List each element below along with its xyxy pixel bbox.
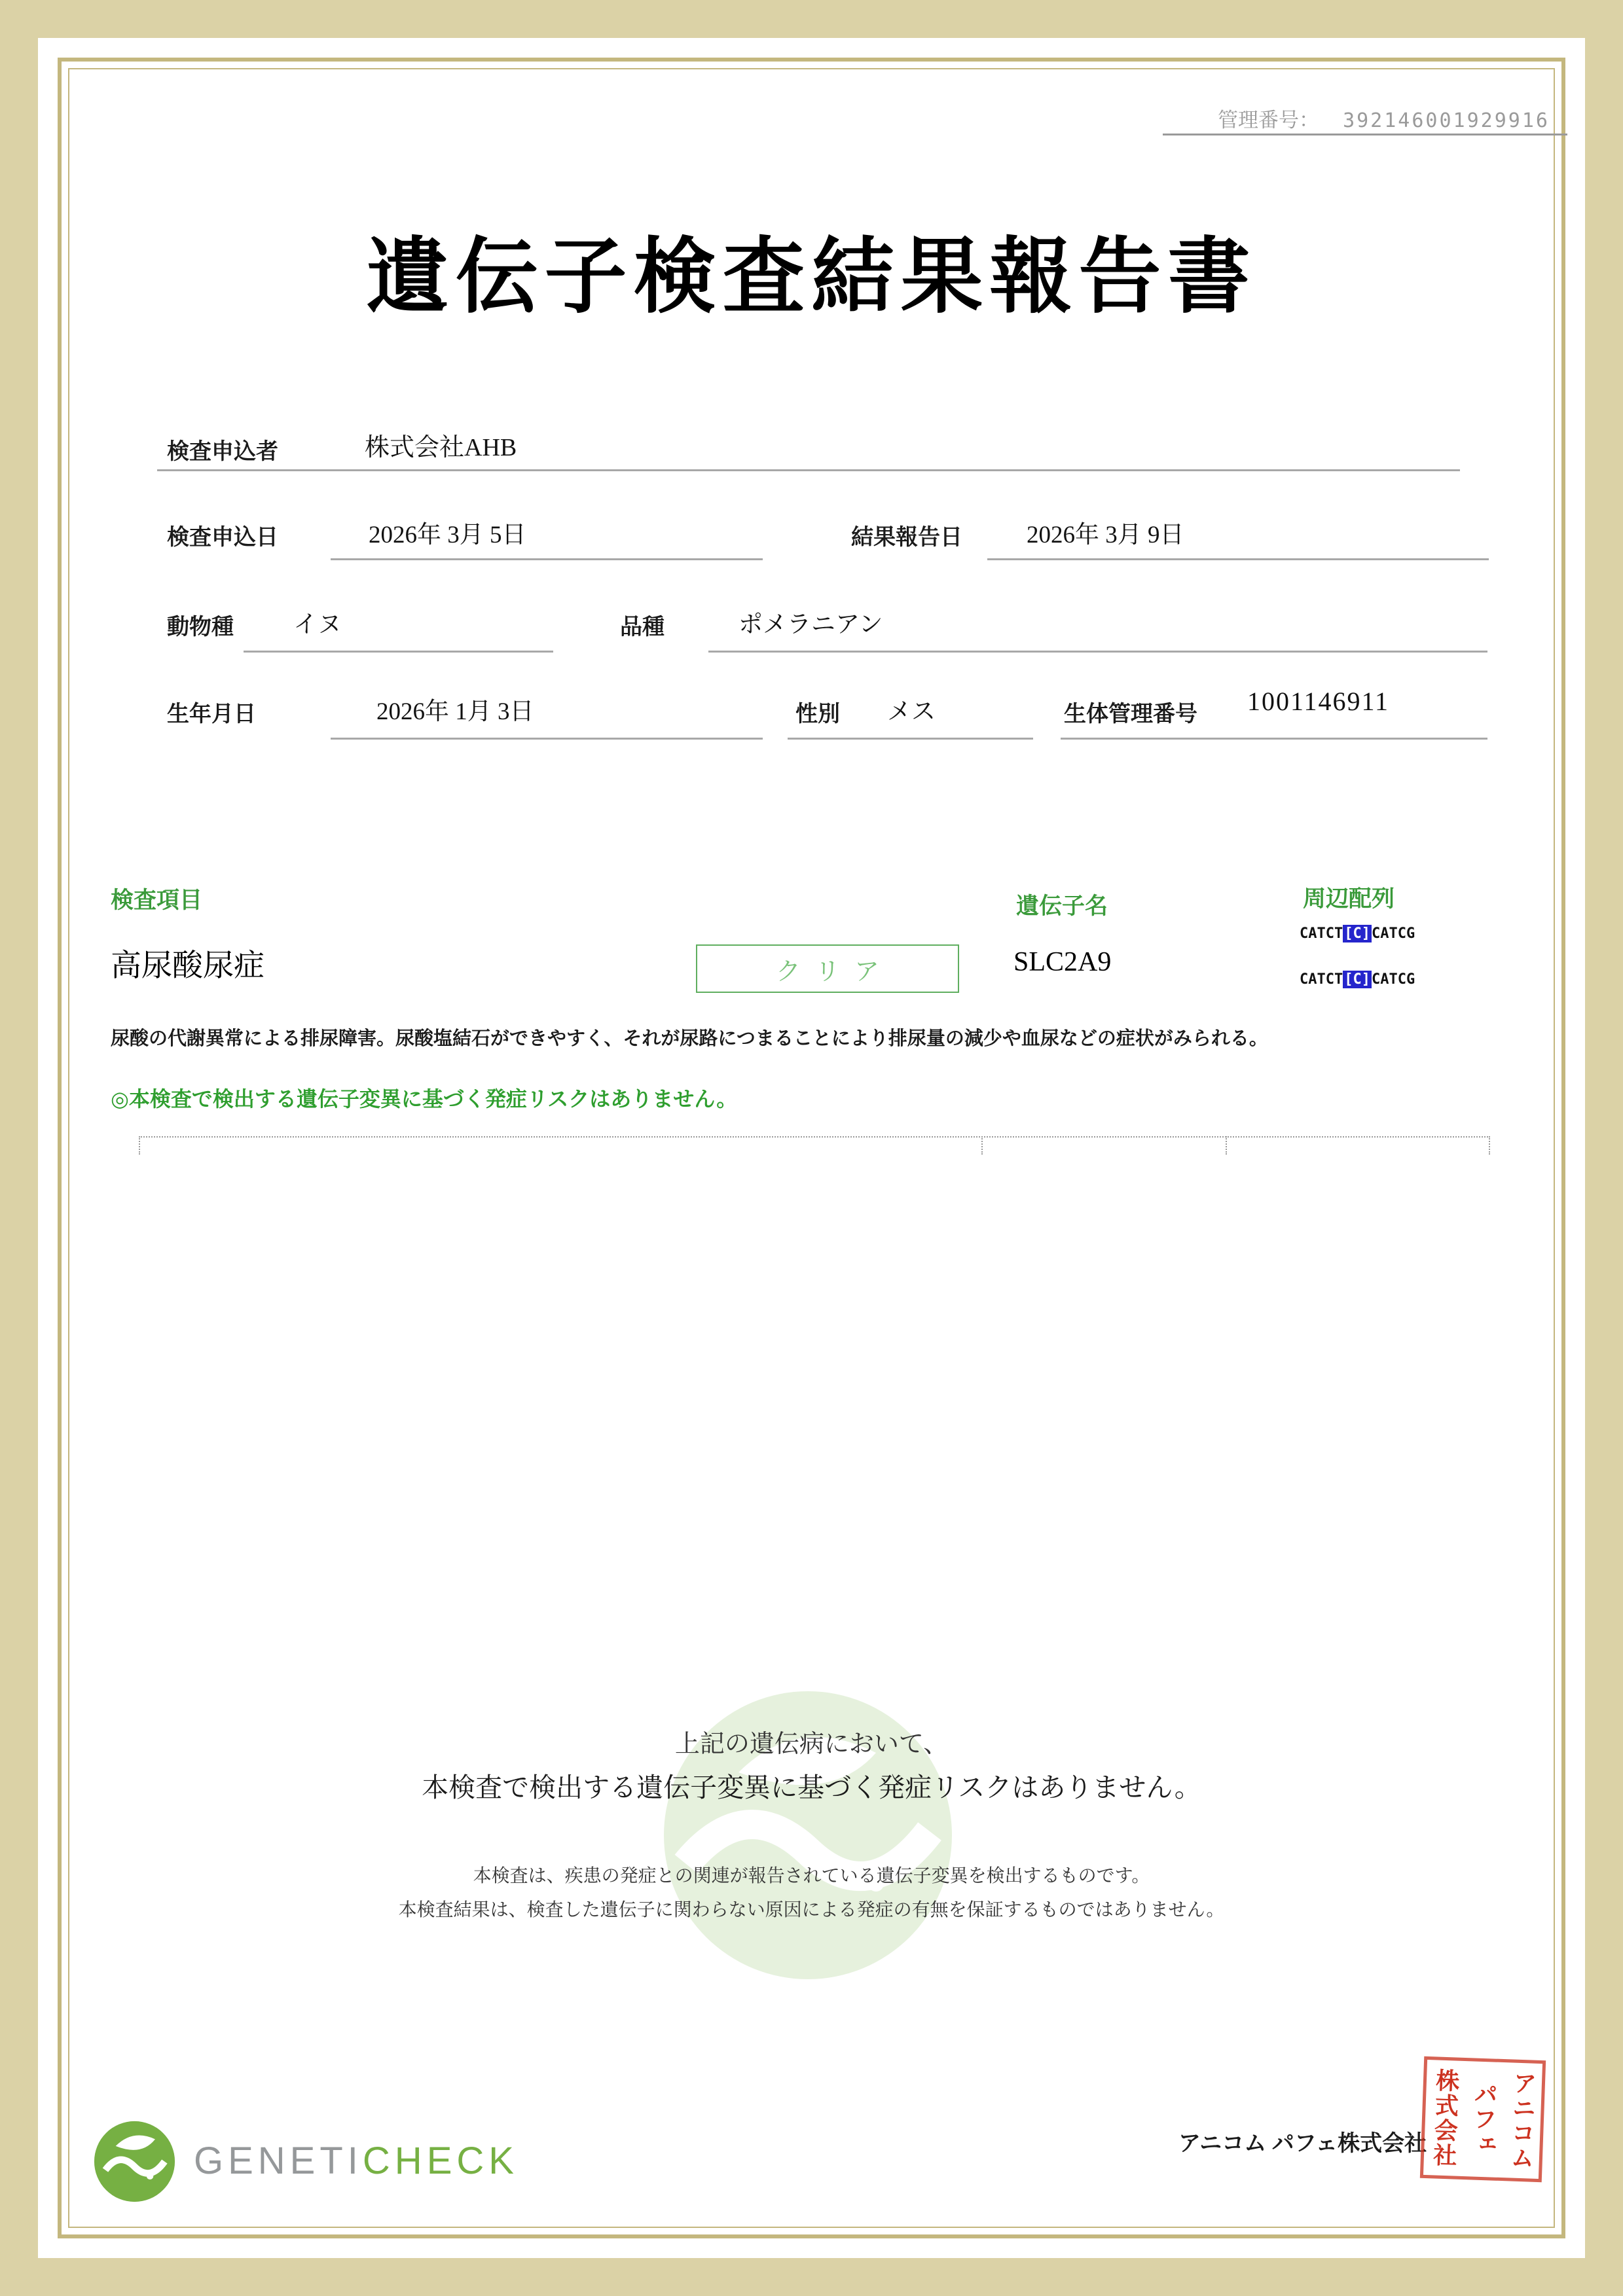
report-title: 遺伝子検査結果報告書 bbox=[366, 232, 1257, 323]
seal-text-col1: アニコム bbox=[1507, 2070, 1537, 2171]
animal-id-underline bbox=[1061, 738, 1487, 740]
gene-name-value: SLC2A9 bbox=[1013, 947, 1112, 977]
animal-id-value: 1001146911 bbox=[1247, 687, 1390, 716]
animal-id-label: 生体管理番号 bbox=[1064, 702, 1197, 726]
logo-dot bbox=[147, 2173, 153, 2179]
sex-value: メス bbox=[887, 698, 936, 725]
result-status-box bbox=[696, 944, 959, 993]
breed-underline bbox=[708, 651, 1487, 653]
apply-date-underline bbox=[331, 558, 763, 560]
applicant-label: 検査申込者 bbox=[167, 440, 278, 464]
sequence-1-prefix: CATCT bbox=[1300, 925, 1343, 942]
sequence-header: 周辺配列 bbox=[1303, 886, 1395, 912]
company-seal bbox=[1420, 2056, 1546, 2182]
logo-text-geneti: GENETI bbox=[194, 2140, 363, 2182]
summary-disclaimer-1: 本検査は、疾患の発症との関連が報告されている遺伝子変異を検出するものです。 bbox=[473, 1865, 1150, 1886]
applicant-underline bbox=[157, 469, 1460, 471]
geneticheck-logo-icon bbox=[92, 2119, 177, 2204]
management-number-row bbox=[1218, 103, 1550, 133]
test-item-header: 検査項目 bbox=[111, 888, 203, 913]
species-underline bbox=[244, 651, 553, 653]
apply-date-label: 検査申込日 bbox=[167, 526, 278, 550]
breed-value: ポメラニアン bbox=[739, 611, 883, 638]
report-date-value: 2026年 3月 9日 bbox=[1027, 522, 1184, 548]
dotted-tick-left bbox=[139, 1136, 140, 1155]
dotted-tick-right bbox=[1489, 1136, 1490, 1155]
apply-date-value: 2026年 3月 5日 bbox=[369, 522, 526, 548]
birth-date-underline bbox=[331, 738, 763, 740]
company-name: アニコム パフェ株式会社 bbox=[1178, 2132, 1427, 2156]
sex-label: 性別 bbox=[795, 702, 840, 726]
sequence-1-variant: [C] bbox=[1344, 925, 1370, 942]
sequence-1-suffix: CATCG bbox=[1371, 925, 1415, 942]
sex-underline bbox=[788, 738, 1033, 740]
dotted-tick-mid2 bbox=[1226, 1136, 1227, 1155]
management-number-value: 392146001929916 bbox=[1343, 109, 1550, 132]
seal-text-col3: 株式会社 bbox=[1430, 2068, 1460, 2168]
report-date-underline bbox=[987, 558, 1489, 560]
birth-date-label: 生年月日 bbox=[167, 702, 256, 726]
dotted-tick-mid1 bbox=[981, 1136, 983, 1155]
species-label: 動物種 bbox=[167, 615, 234, 639]
disease-description: 尿酸の代謝異常による排尿障害。尿酸塩結石ができやすく、それが尿路につまることにより排尿量の減少や血尿などの症状がみられる。 bbox=[111, 1028, 1268, 1049]
birth-date-value: 2026年 1月 3日 bbox=[376, 698, 534, 725]
seal-text-col2: パフェ bbox=[1468, 2081, 1498, 2157]
gene-name-header: 遺伝子名 bbox=[1016, 893, 1108, 919]
result-status-label: クリア bbox=[775, 958, 894, 986]
geneticheck-logo-text bbox=[194, 2139, 519, 2183]
sequence-line-1 bbox=[1300, 925, 1415, 942]
sequence-line-2 bbox=[1300, 971, 1415, 988]
sequence-2-suffix: CATCG bbox=[1371, 971, 1415, 988]
management-number-label: 管理番号： bbox=[1218, 109, 1320, 132]
dotted-divider bbox=[139, 1136, 1490, 1138]
summary-line-2: 本検査で検出する遺伝子変異に基づく発症リスクはありません。 bbox=[422, 1772, 1201, 1803]
species-value: イヌ bbox=[293, 611, 342, 638]
disease-name: 高尿酸尿症 bbox=[111, 949, 264, 983]
breed-label: 品種 bbox=[620, 615, 665, 639]
summary-line-1: 上記の遺伝病において、 bbox=[674, 1731, 949, 1758]
applicant-value: 株式会社AHB bbox=[365, 434, 517, 461]
report-date-label: 結果報告日 bbox=[851, 526, 962, 550]
management-number-underline bbox=[1163, 134, 1567, 135]
logo-text-check: CHECK bbox=[362, 2140, 519, 2182]
risk-note: ◎本検査で検出する遺伝子変異に基づく発症リスクはありません。 bbox=[111, 1087, 738, 1111]
sequence-2-prefix: CATCT bbox=[1300, 971, 1343, 988]
sequence-2-variant: [C] bbox=[1344, 971, 1370, 988]
summary-disclaimer-2: 本検査結果は、検査した遺伝子に関わらない原因による発症の有無を保証するものではありません。 bbox=[398, 1899, 1225, 1920]
